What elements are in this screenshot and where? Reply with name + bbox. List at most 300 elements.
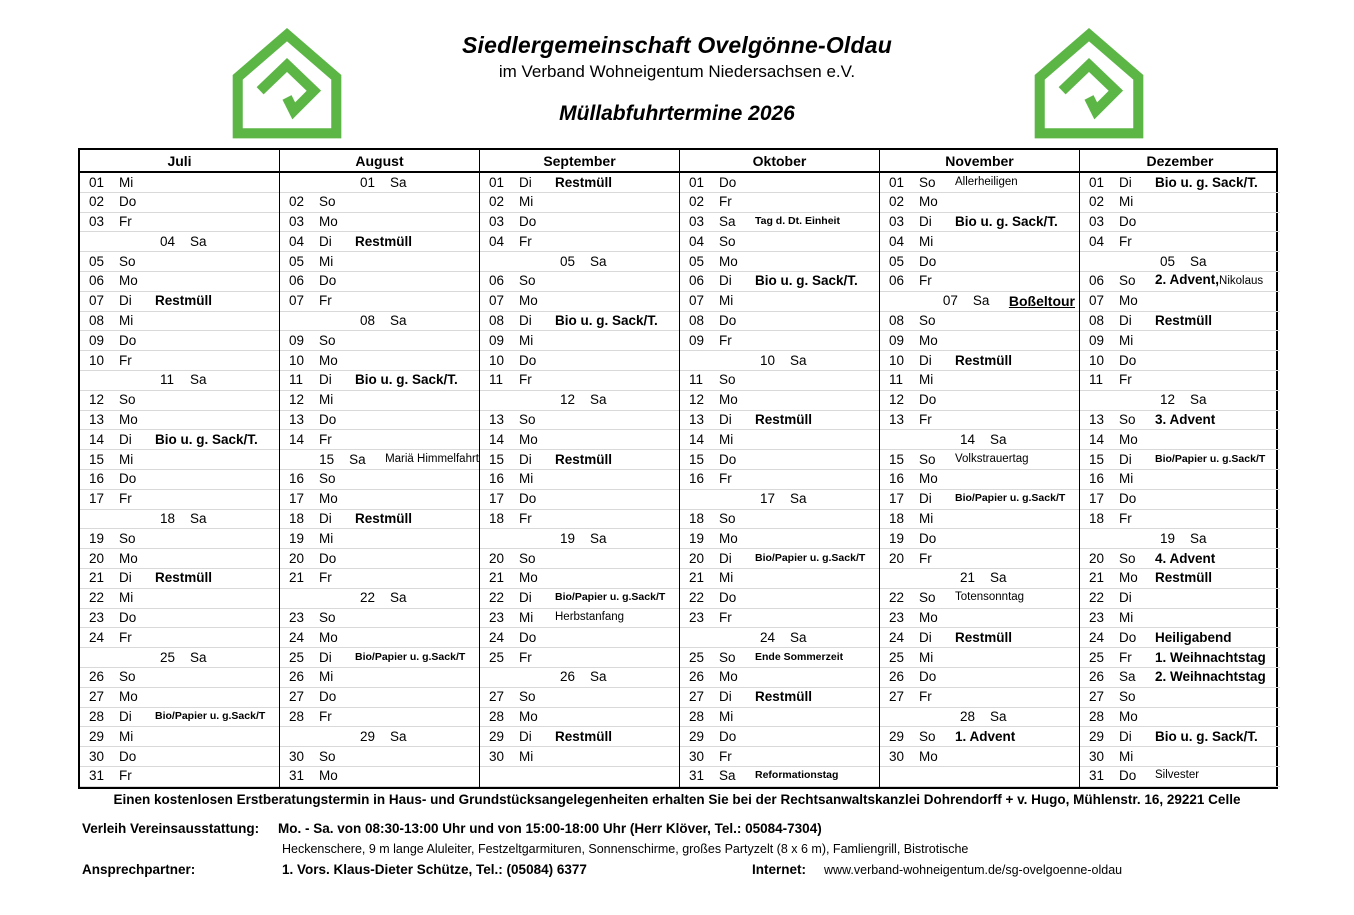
day-number: 04 — [1089, 233, 1105, 249]
day-number: 12 — [1160, 392, 1176, 408]
event-label: Bio u. g. Sack/T. — [1155, 174, 1258, 190]
day-row — [480, 450, 679, 470]
day-row — [480, 351, 679, 371]
day-row — [880, 549, 1079, 569]
day-row — [680, 668, 879, 688]
day-number: 19 — [889, 530, 905, 546]
weekday-abbr: Fr — [319, 709, 332, 725]
day-row — [480, 609, 679, 629]
month-column-dezember — [1080, 173, 1280, 787]
day-number: 06 — [1089, 273, 1105, 289]
weekday-abbr: Mi — [319, 530, 334, 546]
event-label: Silvester — [1155, 769, 1200, 782]
day-number: 16 — [1089, 471, 1105, 487]
day-number: 06 — [89, 273, 105, 289]
day-number: 01 — [1089, 174, 1105, 190]
day-row — [480, 430, 679, 450]
day-row — [280, 213, 479, 233]
weekday-abbr: Di — [1119, 451, 1132, 467]
day-row — [880, 648, 1079, 668]
day-number: 01 — [689, 174, 705, 190]
day-number: 01 — [889, 174, 905, 190]
day-number: 28 — [489, 709, 505, 725]
day-row — [280, 232, 479, 252]
weekday-abbr: Do — [719, 313, 737, 329]
day-number: 11 — [489, 372, 504, 388]
day-number: 03 — [489, 214, 505, 230]
day-number: 26 — [560, 669, 576, 685]
weekday-abbr: Mi — [119, 451, 134, 467]
day-row — [880, 668, 1079, 688]
day-number: 24 — [289, 629, 305, 645]
event-label: Herbstanfang — [555, 611, 625, 624]
event-label: 1. Advent — [955, 728, 1016, 744]
day-row — [280, 252, 479, 272]
day-number: 21 — [960, 570, 976, 586]
day-number: 07 — [942, 293, 958, 309]
weekday-abbr: So — [319, 332, 336, 348]
day-number: 22 — [689, 590, 705, 606]
day-row — [680, 312, 879, 332]
day-row — [680, 272, 879, 292]
weekday-abbr: So — [719, 372, 736, 388]
day-row — [1080, 727, 1280, 747]
day-row — [680, 510, 879, 530]
day-number: 22 — [889, 590, 905, 606]
day-row — [480, 312, 679, 332]
day-row — [280, 391, 479, 411]
day-row — [480, 252, 679, 272]
weekday-abbr: Do — [1119, 214, 1137, 230]
weekday-abbr: Mi — [319, 392, 334, 408]
weekday-abbr: Do — [319, 550, 337, 566]
event-label: Restmüll — [955, 352, 1013, 368]
weekday-abbr: Mi — [119, 728, 134, 744]
day-number: 02 — [689, 194, 705, 210]
page-title: Siedlergemeinschaft Ovelgönne-Oldau — [461, 32, 893, 58]
day-number: 21 — [689, 570, 705, 586]
day-row — [1080, 747, 1280, 767]
day-number: 19 — [560, 530, 576, 546]
day-row — [480, 628, 679, 648]
day-number: 21 — [489, 570, 505, 586]
weekday-abbr: Di — [319, 233, 332, 249]
day-row — [480, 648, 679, 668]
day-row — [280, 193, 479, 213]
day-number: 02 — [889, 194, 905, 210]
day-number: 11 — [889, 372, 904, 388]
rental-row — [12, 821, 1342, 836]
weekday-abbr: Do — [719, 590, 737, 606]
day-row — [1080, 173, 1280, 193]
calendar-body — [80, 173, 1276, 787]
day-row — [1080, 470, 1280, 490]
day-number: 02 — [89, 194, 105, 210]
day-row — [1080, 668, 1280, 688]
day-number: 08 — [1089, 313, 1105, 329]
day-number: 16 — [889, 471, 905, 487]
event-label: Bio u. g. Sack/T. — [755, 273, 858, 289]
day-row — [1080, 252, 1280, 272]
weekday-abbr: Do — [519, 352, 537, 368]
day-number: 05 — [89, 253, 105, 269]
day-number: 09 — [289, 332, 305, 348]
day-number: 12 — [289, 392, 305, 408]
day-number: 28 — [89, 709, 105, 725]
day-number: 18 — [689, 511, 705, 527]
weekday-abbr: So — [919, 590, 936, 606]
weekday-abbr: Sa — [190, 511, 207, 527]
day-row — [680, 292, 879, 312]
weekday-abbr: Sa — [990, 709, 1007, 725]
day-row — [880, 272, 1079, 292]
weekday-abbr: Di — [319, 372, 332, 388]
day-row — [680, 351, 879, 371]
title-block — [367, 0, 987, 126]
weekday-abbr: Fr — [919, 550, 932, 566]
day-number: 23 — [1089, 610, 1105, 626]
day-row — [880, 529, 1079, 549]
day-number: 03 — [89, 214, 105, 230]
day-row — [280, 312, 479, 332]
weekday-abbr: Di — [519, 313, 532, 329]
weekday-abbr: Mo — [119, 689, 138, 705]
weekday-abbr: Do — [719, 728, 737, 744]
weekday-abbr: So — [119, 253, 136, 269]
weekday-abbr: Do — [119, 194, 137, 210]
day-row — [280, 331, 479, 351]
weekday-abbr: Fr — [1119, 372, 1132, 388]
day-row — [480, 193, 679, 213]
day-row — [480, 727, 679, 747]
weekday-abbr: Mi — [519, 194, 534, 210]
weekday-abbr: Mi — [519, 471, 534, 487]
weekday-abbr: Sa — [790, 352, 807, 368]
day-number: 16 — [289, 471, 305, 487]
day-row — [480, 490, 679, 510]
weekday-abbr: Sa — [390, 728, 407, 744]
day-row — [880, 173, 1079, 193]
day-row — [280, 292, 479, 312]
day-number: 18 — [1089, 511, 1105, 527]
event-label: Bio/Papier u. g.Sack/T — [355, 650, 466, 663]
day-number: 03 — [889, 214, 905, 230]
day-row — [80, 450, 279, 470]
day-number: 19 — [289, 530, 305, 546]
day-number: 30 — [289, 748, 305, 764]
weekday-abbr: Fr — [519, 233, 532, 249]
day-row — [1080, 331, 1280, 351]
weekday-abbr: Fr — [519, 511, 532, 527]
day-number: 08 — [360, 313, 376, 329]
weekday-abbr: Sa — [1119, 669, 1136, 685]
weekday-abbr: Mo — [1119, 293, 1138, 309]
weekday-abbr: Sa — [190, 372, 207, 388]
contact-label: Ansprechpartner: — [82, 862, 196, 877]
day-row — [1080, 569, 1280, 589]
day-row — [480, 292, 679, 312]
weekday-abbr: So — [319, 748, 336, 764]
weekday-abbr: Di — [1119, 174, 1132, 190]
day-number: 29 — [889, 728, 905, 744]
day-number: 10 — [889, 352, 905, 368]
day-row — [480, 589, 679, 609]
event-label: Bio/Papier u. g.Sack/T — [955, 492, 1066, 505]
weekday-abbr: Di — [719, 689, 732, 705]
day-row — [880, 609, 1079, 629]
day-row — [1080, 272, 1280, 292]
day-number: 26 — [289, 669, 305, 685]
day-row — [480, 391, 679, 411]
month-column-september — [480, 173, 680, 787]
rental-items: Heckenschere, 9 m lange Aluleiter, Festzeltgarmituren, Sonnenschirme, großes Partyzelt (8 x 6 m), Famliengrill, Bistrotische — [282, 842, 969, 856]
weekday-abbr: Fr — [719, 332, 732, 348]
day-number: 14 — [689, 431, 705, 447]
weekday-abbr: Mo — [519, 570, 538, 586]
day-number: 10 — [489, 352, 505, 368]
weekday-abbr: Fr — [919, 273, 932, 289]
day-number: 15 — [89, 451, 105, 467]
weekday-abbr: Di — [119, 431, 132, 447]
day-row — [280, 470, 479, 490]
day-number: 14 — [489, 431, 505, 447]
weekday-abbr: Mi — [1119, 610, 1134, 626]
day-row — [680, 767, 879, 787]
day-row — [1080, 628, 1280, 648]
day-number: 27 — [889, 689, 905, 705]
weekday-abbr: Mi — [719, 570, 734, 586]
weekday-abbr: So — [1119, 412, 1136, 428]
day-number: 26 — [89, 669, 105, 685]
weekday-abbr: Mi — [919, 233, 934, 249]
day-number: 16 — [689, 471, 705, 487]
event-label: Bio u. g. Sack/T. — [955, 214, 1058, 230]
internet-url[interactable]: www.verband-wohneigentum.de/sg-ovelgoenne-oldau — [824, 863, 1123, 877]
day-row — [280, 648, 479, 668]
weekday-abbr: Fr — [119, 768, 132, 784]
weekday-abbr: Mi — [319, 669, 334, 685]
day-number: 30 — [689, 748, 705, 764]
day-number: 14 — [1089, 431, 1105, 447]
day-number: 23 — [689, 610, 705, 626]
event-label: Restmüll — [1155, 570, 1213, 586]
day-number: 29 — [689, 728, 705, 744]
weekday-abbr: So — [1119, 550, 1136, 566]
day-number: 13 — [89, 412, 105, 428]
weekday-abbr: Di — [119, 293, 132, 309]
day-number: 03 — [289, 214, 305, 230]
day-row — [1080, 292, 1280, 312]
weekday-abbr: Do — [119, 748, 137, 764]
event-label: Bio u. g. Sack/T. — [1155, 728, 1258, 744]
day-row — [280, 510, 479, 530]
day-row — [680, 411, 879, 431]
event-label-plain: Nikolaus — [1219, 275, 1264, 288]
weekday-abbr: Sa — [390, 174, 407, 190]
day-row — [280, 628, 479, 648]
day-number: 31 — [1089, 768, 1105, 784]
weekday-abbr: Mo — [519, 431, 538, 447]
day-number: 05 — [889, 253, 905, 269]
day-number: 30 — [1089, 748, 1105, 764]
event-label: Restmüll — [155, 293, 213, 309]
weekday-abbr: Di — [1119, 313, 1132, 329]
day-number: 20 — [289, 550, 305, 566]
event-label: Restmüll — [355, 233, 413, 249]
month-header-oktober: Oktober — [680, 150, 880, 171]
day-number: 04 — [489, 233, 505, 249]
weekday-abbr: Do — [719, 451, 737, 467]
weekday-abbr: Mi — [919, 649, 934, 665]
day-row — [80, 272, 279, 292]
day-number: 19 — [89, 530, 105, 546]
day-row — [1080, 411, 1280, 431]
day-number: 08 — [889, 313, 905, 329]
day-number: 29 — [360, 728, 376, 744]
weekday-abbr: Fr — [719, 748, 732, 764]
event-label: Mariä Himmelfahrt — [385, 452, 479, 465]
weekday-abbr: Di — [919, 629, 932, 645]
event-label: Restmüll — [155, 570, 213, 586]
weekday-abbr: Di — [719, 273, 732, 289]
weekday-abbr: Do — [119, 471, 137, 487]
weekday-abbr: Sa — [719, 768, 736, 784]
day-row — [80, 391, 279, 411]
weekday-abbr: Fr — [719, 610, 732, 626]
day-row — [680, 450, 879, 470]
day-row — [280, 411, 479, 431]
day-row — [280, 450, 479, 470]
legal-advice-note: Einen kostenlosen Erstberatungstermin in Haus- und Grundstücksangelegenheiten erhalten Sie bei der Rechtsanwaltskanzlei Dohrendorff + v. Hugo, Mühlenstr. 16, 29221 Celle — [113, 792, 1241, 807]
weekday-abbr: Sa — [590, 253, 607, 269]
event-label: Ende Sommerzeit — [755, 650, 844, 663]
day-number: 12 — [689, 392, 705, 408]
day-number: 02 — [289, 194, 305, 210]
weekday-abbr: So — [719, 511, 736, 527]
weekday-abbr: Mo — [1119, 570, 1138, 586]
day-row — [880, 628, 1079, 648]
weekday-abbr: Mo — [919, 748, 938, 764]
month-header-november: November — [880, 150, 1080, 171]
day-number: 10 — [1089, 352, 1105, 368]
weekday-abbr: Sa — [1190, 392, 1207, 408]
day-row — [280, 747, 479, 767]
weekday-abbr: So — [319, 194, 336, 210]
day-row — [680, 252, 879, 272]
empty-row — [480, 767, 679, 787]
day-number: 20 — [89, 550, 105, 566]
weekday-abbr: Do — [519, 491, 537, 507]
day-row — [80, 411, 279, 431]
day-row — [80, 727, 279, 747]
day-row — [280, 708, 479, 728]
weekday-abbr: Do — [1119, 768, 1137, 784]
weekday-abbr: So — [519, 550, 536, 566]
day-row — [80, 688, 279, 708]
day-number: 10 — [760, 352, 776, 368]
day-number: 25 — [1089, 649, 1105, 665]
day-number: 09 — [1089, 332, 1105, 348]
contact-value: 1. Vors. Klaus-Dieter Schütze, Tel.: (05084) 6377 — [282, 862, 587, 877]
day-number: 02 — [489, 194, 505, 210]
month-header-dezember: Dezember — [1146, 153, 1214, 169]
day-row — [880, 708, 1079, 728]
day-number: 25 — [889, 649, 905, 665]
page-subtitle: im Verband Wohneigentum Niedersachsen e.V. — [498, 62, 856, 82]
day-number: 21 — [89, 570, 105, 586]
rental-value: Mo. - Sa. von 08:30-13:00 Uhr und von 15:00-18:00 Uhr (Herr Klöver, Tel.: 05084-7304) — [278, 821, 822, 836]
weekday-abbr: Mo — [719, 530, 738, 546]
day-row — [680, 569, 879, 589]
weekday-abbr: Sa — [790, 491, 807, 507]
day-row — [880, 510, 1079, 530]
day-number: 29 — [489, 728, 505, 744]
weekday-abbr: Mi — [719, 709, 734, 725]
event-label: Bio/Papier u. g.Sack/T — [1155, 452, 1266, 465]
day-row — [480, 331, 679, 351]
day-row — [880, 450, 1079, 470]
day-number: 08 — [89, 313, 105, 329]
day-number: 06 — [289, 273, 305, 289]
day-number: 30 — [489, 748, 505, 764]
day-row — [880, 232, 1079, 252]
day-row — [80, 569, 279, 589]
day-number: 22 — [89, 590, 105, 606]
event-label: Bio/Papier u. g.Sack/T — [755, 551, 866, 564]
house-logo-left — [228, 28, 346, 140]
weekday-abbr: Mo — [319, 768, 338, 784]
day-number: 02 — [1089, 194, 1105, 210]
month-header-august: August — [280, 150, 480, 171]
day-number: 31 — [289, 768, 305, 784]
day-row — [280, 569, 479, 589]
event-label: Restmüll — [555, 451, 613, 467]
day-row — [280, 529, 479, 549]
day-number: 25 — [289, 649, 305, 665]
day-number: 25 — [160, 649, 176, 665]
weekday-abbr: Fr — [719, 471, 732, 487]
day-row — [80, 747, 279, 767]
day-number: 14 — [960, 431, 976, 447]
day-number: 23 — [489, 610, 505, 626]
weekday-abbr: So — [919, 728, 936, 744]
day-number: 12 — [89, 392, 105, 408]
day-row — [80, 213, 279, 233]
day-row — [880, 292, 1079, 312]
day-number: 16 — [489, 471, 505, 487]
day-number: 20 — [689, 550, 705, 566]
day-row — [80, 648, 279, 668]
weekday-abbr: Do — [319, 412, 337, 428]
event-label: Restmüll — [755, 689, 813, 705]
weekday-abbr: Fr — [1119, 511, 1132, 527]
day-row — [680, 529, 879, 549]
weekday-abbr: Sa — [590, 392, 607, 408]
weekday-abbr: Mo — [119, 273, 138, 289]
day-number: 11 — [289, 372, 304, 388]
day-number: 10 — [89, 352, 105, 368]
day-number: 27 — [89, 689, 105, 705]
weekday-abbr: Do — [919, 392, 937, 408]
day-row — [480, 747, 679, 767]
day-number: 24 — [1089, 629, 1105, 645]
day-row — [1080, 371, 1280, 391]
day-row — [880, 411, 1079, 431]
day-number: 31 — [689, 768, 705, 784]
weekday-abbr: Fr — [719, 194, 732, 210]
event-label-bold: 2. Advent, — [1155, 272, 1220, 288]
weekday-abbr: Di — [919, 214, 932, 230]
